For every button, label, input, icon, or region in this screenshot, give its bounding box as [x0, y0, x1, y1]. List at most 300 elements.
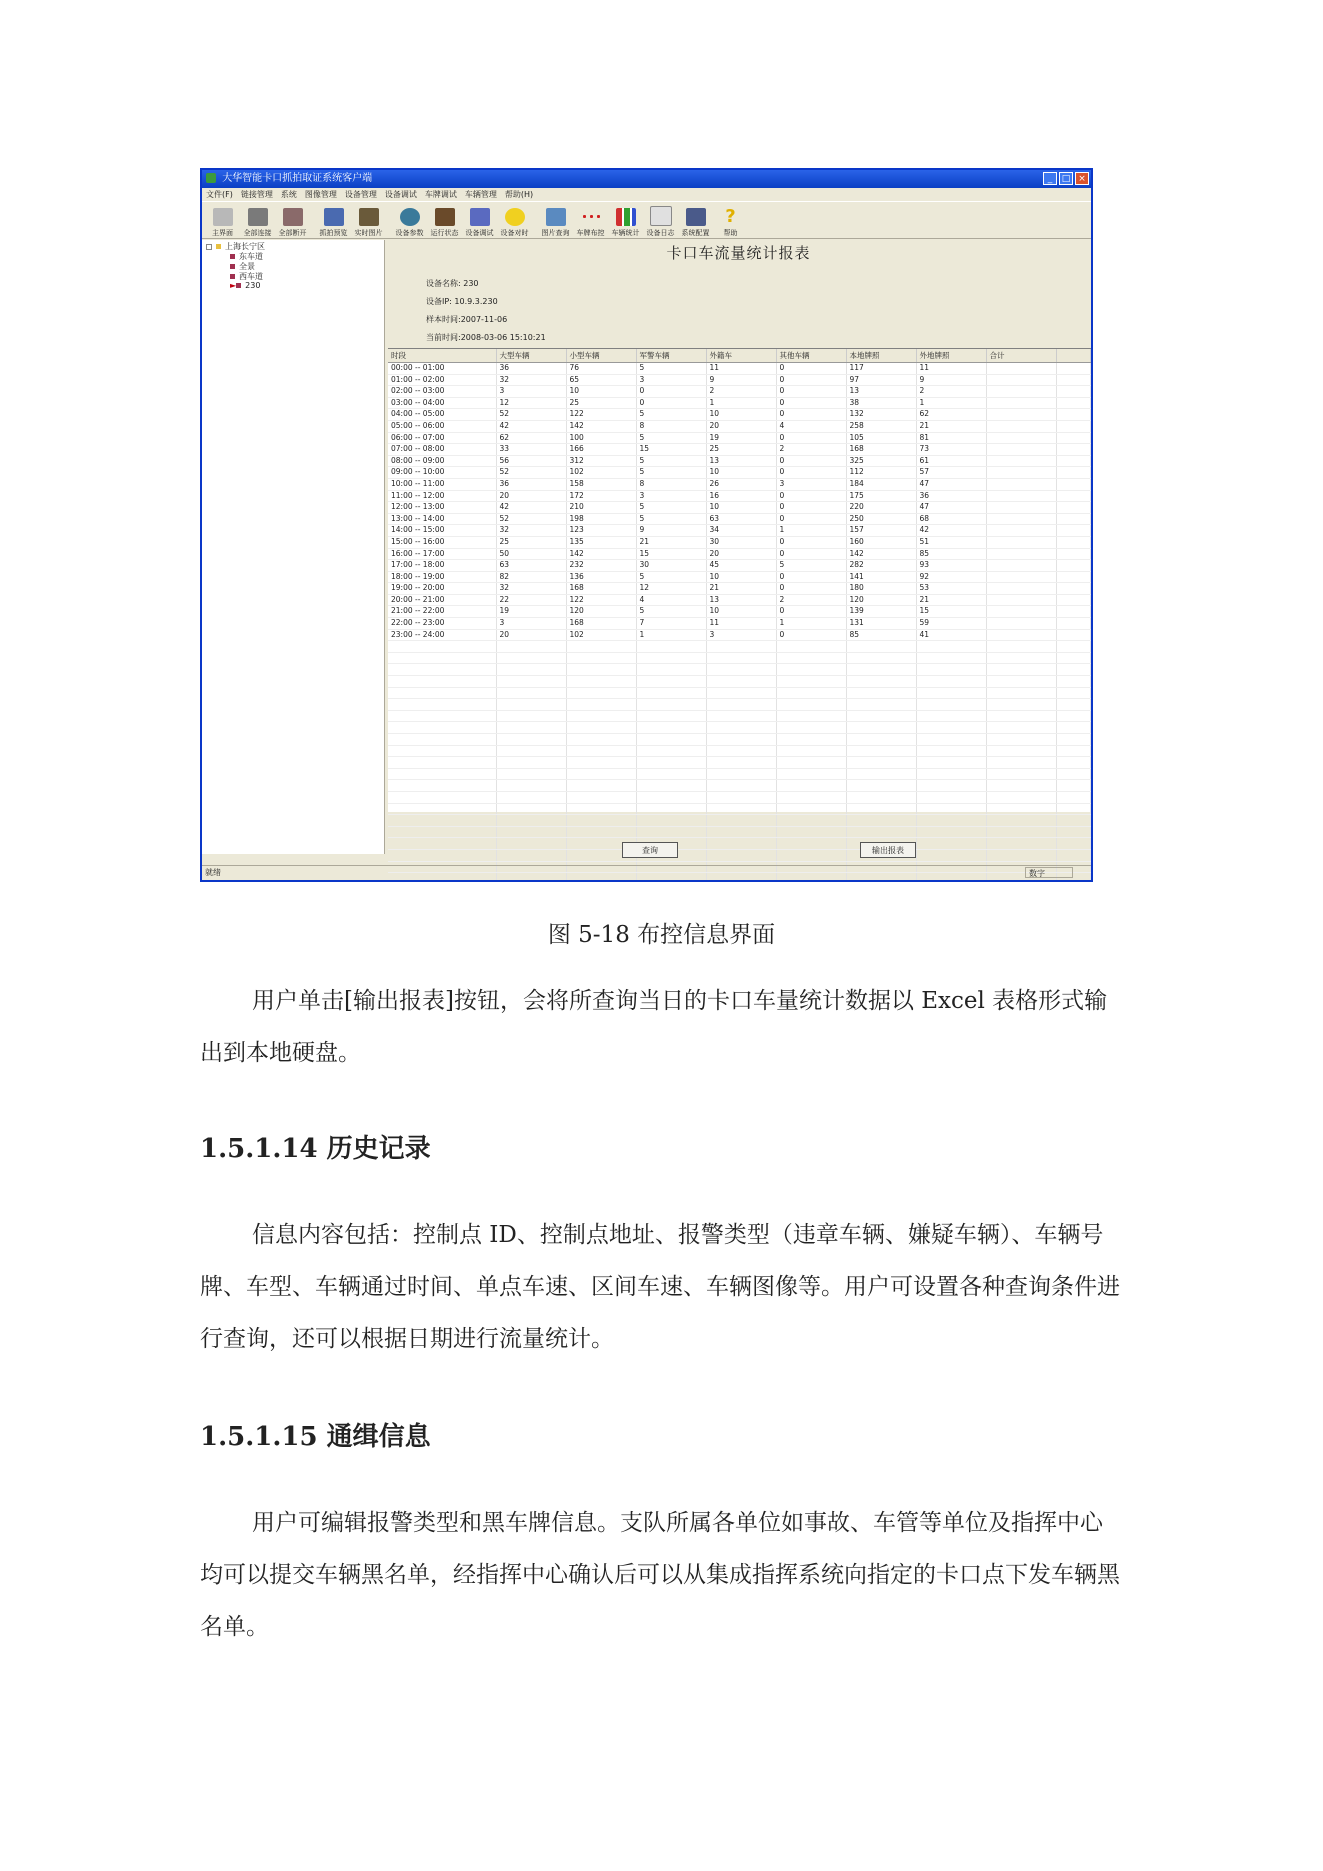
table-cell	[496, 710, 566, 722]
table-row[interactable]	[388, 641, 1091, 653]
table-cell	[388, 652, 496, 664]
table-cell	[776, 849, 846, 861]
table-row[interactable]	[388, 397, 1091, 409]
statistics-grid[interactable]	[388, 348, 1091, 812]
table-cell	[1056, 444, 1091, 456]
table-cell	[1056, 838, 1091, 850]
table-cell	[986, 838, 1056, 850]
paragraph-export: 用户单击[输出报表]按钮，会将所查询当日的卡口车量统计数据以 Excel 表格形式输出到本地硬盘。	[200, 988, 1108, 1066]
table-cell	[566, 710, 636, 722]
table-cell	[1056, 815, 1091, 827]
disconnect-icon	[283, 208, 303, 226]
grid-column-header[interactable]: 大型车辆	[496, 349, 566, 363]
table-cell: 36	[496, 363, 566, 375]
table-cell: 97	[846, 374, 916, 386]
table-cell: 168	[566, 583, 636, 595]
table-cell: 135	[566, 536, 636, 548]
table-cell: 9	[706, 374, 776, 386]
table-cell	[916, 745, 986, 757]
table-cell: 20	[496, 629, 566, 641]
table-cell	[846, 641, 916, 653]
menu-device-debug[interactable]: 设备调试	[384, 190, 417, 199]
table-row[interactable]	[388, 676, 1091, 688]
table-cell: 50	[496, 548, 566, 560]
tree-item-device[interactable]: ► 230	[230, 281, 261, 290]
table-cell	[636, 768, 706, 780]
table-cell: 168	[846, 444, 916, 456]
table-cell: 07:00 -- 08:00	[388, 444, 496, 456]
table-cell	[986, 583, 1056, 595]
table-cell	[986, 386, 1056, 398]
table-row[interactable]	[388, 606, 1091, 618]
table-row[interactable]	[388, 374, 1091, 386]
grid-column-header[interactable]: 外地牌照	[916, 349, 986, 363]
table-cell: 10	[706, 409, 776, 421]
computer-icon	[686, 208, 706, 226]
table-cell: 62	[496, 432, 566, 444]
table-cell	[776, 710, 846, 722]
table-row[interactable]	[388, 571, 1091, 583]
table-row[interactable]	[388, 791, 1091, 803]
table-cell	[846, 664, 916, 676]
grid-column-header[interactable]: 其他车辆	[776, 349, 846, 363]
grid-column-header[interactable]: 外籍车	[706, 349, 776, 363]
table-cell: 0	[776, 490, 846, 502]
table-cell	[706, 745, 776, 757]
app-logo-icon	[206, 173, 216, 183]
tree-item-panorama[interactable]: 全景	[230, 261, 255, 272]
table-cell: 21	[916, 594, 986, 606]
table-cell	[1056, 467, 1091, 479]
grid-column-header[interactable]: 本地牌照	[846, 349, 916, 363]
table-row[interactable]	[388, 432, 1091, 444]
table-cell	[1056, 478, 1091, 490]
table-cell	[496, 687, 566, 699]
table-row[interactable]	[388, 815, 1091, 827]
table-cell: 13:00 -- 14:00	[388, 513, 496, 525]
table-row[interactable]	[388, 363, 1091, 375]
table-cell: 04:00 -- 05:00	[388, 409, 496, 421]
table-cell: 0	[776, 502, 846, 514]
table-row[interactable]	[388, 583, 1091, 595]
table-cell	[1056, 525, 1091, 537]
table-row[interactable]	[388, 444, 1091, 456]
grid-column-header[interactable]: 小型车辆	[566, 349, 636, 363]
table-cell	[388, 838, 496, 850]
toolbar	[202, 201, 1091, 239]
table-cell	[986, 641, 1056, 653]
table-cell: 26	[706, 478, 776, 490]
table-cell: 0	[636, 397, 706, 409]
maximize-button[interactable]: □	[1059, 172, 1073, 185]
table-cell	[986, 571, 1056, 583]
grid-column-header[interactable]: 军警车辆	[636, 349, 706, 363]
table-cell: 131	[846, 618, 916, 630]
table-cell	[1056, 618, 1091, 630]
table-cell: 282	[846, 560, 916, 572]
table-cell: 15:00 -- 16:00	[388, 536, 496, 548]
table-row[interactable]	[388, 629, 1091, 641]
table-cell	[566, 664, 636, 676]
query-button[interactable]: 查询	[622, 842, 678, 858]
bar-chart-icon	[616, 208, 636, 226]
table-cell: 158	[566, 478, 636, 490]
table-cell: 47	[916, 478, 986, 490]
table-row[interactable]	[388, 467, 1091, 479]
table-cell: 1	[636, 629, 706, 641]
table-row[interactable]	[388, 710, 1091, 722]
table-row[interactable]	[388, 757, 1091, 769]
paragraph-wanted: 用户可编辑报警类型和黑车牌信息。支队所属各单位如事故、车管等单位及指挥中心均可以提交车辆黑名单，经指挥中心确认后可以从集成指挥系统向指定的卡口点下发车辆黑名单。	[200, 1510, 1120, 1640]
table-row[interactable]	[388, 745, 1091, 757]
table-cell: 22	[496, 594, 566, 606]
table-cell	[388, 734, 496, 746]
table-cell	[496, 815, 566, 827]
toolbar-device-time[interactable]: 设备对时	[498, 208, 531, 238]
table-row[interactable]	[388, 618, 1091, 630]
table-cell	[916, 699, 986, 711]
table-cell: 232	[566, 560, 636, 572]
menu-file[interactable]: 文件(F)	[206, 190, 233, 199]
table-cell	[986, 490, 1056, 502]
table-cell	[1056, 641, 1091, 653]
table-row[interactable]	[388, 687, 1091, 699]
table-cell	[1056, 768, 1091, 780]
table-cell	[986, 548, 1056, 560]
table-cell: 10	[706, 571, 776, 583]
table-cell: 0	[776, 397, 846, 409]
table-cell: 09:00 -- 10:00	[388, 467, 496, 479]
table-cell	[916, 710, 986, 722]
table-cell: 1	[916, 397, 986, 409]
table-cell	[1056, 420, 1091, 432]
section-heading-history: 1.5.1.14 历史记录	[200, 1134, 431, 1164]
table-cell	[496, 780, 566, 792]
table-cell	[706, 757, 776, 769]
table-cell	[986, 363, 1056, 375]
table-cell	[566, 641, 636, 653]
menu-device-manage[interactable]: 设备管理	[344, 190, 377, 199]
table-cell	[706, 699, 776, 711]
table-cell	[1056, 397, 1091, 409]
table-cell: 123	[566, 525, 636, 537]
section-heading-wanted: 1.5.1.15 通缉信息	[200, 1422, 431, 1452]
table-cell: 42	[496, 420, 566, 432]
table-cell	[636, 652, 706, 664]
table-cell	[1056, 687, 1091, 699]
table-cell	[1056, 409, 1091, 421]
dots-icon	[581, 208, 601, 226]
table-cell	[566, 745, 636, 757]
table-cell: 23:00 -- 24:00	[388, 629, 496, 641]
table-row[interactable]	[388, 409, 1091, 421]
table-row[interactable]	[388, 849, 1091, 861]
table-cell: 15	[636, 548, 706, 560]
table-cell	[986, 734, 1056, 746]
table-cell: 117	[846, 363, 916, 375]
table-cell	[388, 768, 496, 780]
menu-image-manage[interactable]: 图像管理	[304, 190, 337, 199]
table-row[interactable]	[388, 652, 1091, 664]
table-row[interactable]	[388, 490, 1091, 502]
table-cell: 220	[846, 502, 916, 514]
table-row[interactable]	[388, 525, 1091, 537]
grid-column-header[interactable]: 合计	[986, 349, 1056, 363]
table-cell: 30	[636, 560, 706, 572]
table-cell	[846, 710, 916, 722]
table-cell	[776, 641, 846, 653]
table-cell	[566, 699, 636, 711]
table-cell	[388, 849, 496, 861]
table-row[interactable]	[388, 536, 1091, 548]
table-row[interactable]	[388, 548, 1091, 560]
table-cell	[916, 641, 986, 653]
table-row[interactable]	[388, 803, 1091, 815]
table-cell: 15	[916, 606, 986, 618]
table-cell	[776, 826, 846, 838]
clock-icon	[505, 208, 525, 226]
lane-icon	[230, 264, 235, 269]
table-cell: 0	[776, 432, 846, 444]
table-cell: 4	[636, 594, 706, 606]
table-cell	[776, 815, 846, 827]
table-cell	[1056, 722, 1091, 734]
table-cell	[636, 745, 706, 757]
table-row[interactable]	[388, 386, 1091, 398]
table-cell	[986, 455, 1056, 467]
menu-bar	[202, 188, 1091, 201]
grid-column-header[interactable]: 时段	[388, 349, 496, 363]
table-cell	[388, 710, 496, 722]
table-cell	[986, 478, 1056, 490]
table-cell: 16	[706, 490, 776, 502]
table-row[interactable]	[388, 560, 1091, 572]
table-row[interactable]	[388, 838, 1091, 850]
table-cell: 0	[776, 363, 846, 375]
minimize-button[interactable]: _	[1043, 172, 1057, 185]
table-cell: 120	[566, 606, 636, 618]
table-cell: 8	[636, 478, 706, 490]
table-cell	[846, 745, 916, 757]
table-cell: 5	[636, 571, 706, 583]
table-cell: 210	[566, 502, 636, 514]
toolbar-run-status[interactable]: 运行状态	[428, 208, 461, 238]
connect-icon	[248, 208, 268, 226]
table-row[interactable]	[388, 478, 1091, 490]
table-cell: 0	[636, 386, 706, 398]
table-cell	[1056, 676, 1091, 688]
toolbar-plate-control[interactable]: 车牌布控	[574, 208, 607, 238]
table-cell	[636, 722, 706, 734]
table-row[interactable]	[388, 664, 1091, 676]
table-cell	[496, 641, 566, 653]
table-cell	[986, 606, 1056, 618]
toolbar-main[interactable]: 主界面	[206, 208, 239, 238]
table-cell	[496, 664, 566, 676]
table-row[interactable]	[388, 420, 1091, 432]
table-row[interactable]	[388, 734, 1091, 746]
table-cell: 258	[846, 420, 916, 432]
table-cell	[706, 687, 776, 699]
table-cell: 172	[566, 490, 636, 502]
table-cell	[986, 745, 1056, 757]
table-cell: 20	[496, 490, 566, 502]
table-cell	[916, 676, 986, 688]
table-cell: 16:00 -- 17:00	[388, 548, 496, 560]
lane-icon	[230, 274, 235, 279]
table-cell: 120	[846, 594, 916, 606]
table-cell	[986, 397, 1056, 409]
toolbar-image-query[interactable]: 图片查询	[539, 208, 572, 238]
table-cell	[706, 826, 776, 838]
table-cell	[388, 687, 496, 699]
export-report-button[interactable]: 输出报表	[860, 842, 916, 858]
table-cell: 30	[706, 536, 776, 548]
menu-plate-debug[interactable]: 车牌调试	[424, 190, 457, 199]
tree-item-east-lane[interactable]: 东车道	[230, 251, 263, 262]
table-cell: 0	[776, 409, 846, 421]
menu-help[interactable]: 帮助(H)	[504, 190, 534, 199]
table-cell	[846, 687, 916, 699]
table-cell	[846, 757, 916, 769]
table-cell: 7	[636, 618, 706, 630]
table-cell	[566, 780, 636, 792]
menu-system[interactable]: 系统	[280, 190, 297, 199]
table-cell	[706, 664, 776, 676]
status-text: 就绪	[205, 868, 221, 877]
table-cell	[986, 664, 1056, 676]
table-cell	[388, 803, 496, 815]
toolbar-disconnect-all[interactable]: 全部断开	[276, 208, 309, 238]
table-cell	[1056, 386, 1091, 398]
table-cell	[706, 803, 776, 815]
table-cell	[706, 780, 776, 792]
table-cell	[1056, 548, 1091, 560]
toolbar-vehicle-stats[interactable]: 车辆统计	[609, 208, 642, 238]
table-cell	[706, 722, 776, 734]
table-cell	[986, 432, 1056, 444]
table-cell: 34	[706, 525, 776, 537]
table-cell	[986, 560, 1056, 572]
table-cell	[636, 803, 706, 815]
table-cell: 15	[636, 444, 706, 456]
table-cell	[388, 826, 496, 838]
table-cell: 02:00 -- 03:00	[388, 386, 496, 398]
table-cell: 9	[636, 525, 706, 537]
table-cell: 0	[776, 455, 846, 467]
table-row[interactable]	[388, 455, 1091, 467]
table-row[interactable]	[388, 502, 1091, 514]
table-cell: 10	[706, 606, 776, 618]
menu-vehicle-manage[interactable]: 车辆管理	[464, 190, 497, 199]
toolbar-capture-preview[interactable]: 抓拍预览	[317, 208, 350, 238]
figure-caption: 图 5-18 布控信息界面	[547, 922, 776, 948]
table-cell: 92	[916, 571, 986, 583]
table-cell	[776, 780, 846, 792]
table-cell: 166	[566, 444, 636, 456]
menu-link-manage[interactable]: 链接管理	[240, 190, 273, 199]
table-cell	[496, 849, 566, 861]
table-cell: 57	[916, 467, 986, 479]
table-cell: 63	[496, 560, 566, 572]
table-cell	[846, 780, 916, 792]
table-cell: 12:00 -- 13:00	[388, 502, 496, 514]
table-cell	[986, 409, 1056, 421]
table-cell	[496, 722, 566, 734]
table-cell	[566, 826, 636, 838]
table-cell: 21	[706, 583, 776, 595]
toolbar-system-config[interactable]: 系统配置	[679, 208, 712, 238]
table-row[interactable]	[388, 768, 1091, 780]
table-cell	[1056, 560, 1091, 572]
toolbar-help[interactable]: ? 帮助	[714, 208, 747, 238]
table-row[interactable]	[388, 513, 1091, 525]
table-cell: 5	[636, 432, 706, 444]
table-cell	[388, 722, 496, 734]
table-cell: 112	[846, 467, 916, 479]
table-cell: 5	[636, 502, 706, 514]
table-cell	[636, 826, 706, 838]
table-cell	[706, 815, 776, 827]
table-row[interactable]	[388, 699, 1091, 711]
table-cell	[1056, 594, 1091, 606]
table-cell: 0	[776, 374, 846, 386]
table-cell	[496, 768, 566, 780]
toolbar-device-params[interactable]: 设备参数	[393, 208, 426, 238]
table-cell: 12	[636, 583, 706, 595]
table-row[interactable]	[388, 780, 1091, 792]
table-cell	[1056, 374, 1091, 386]
close-button[interactable]: ×	[1075, 172, 1089, 185]
table-row[interactable]	[388, 594, 1091, 606]
device-name: 设备名称: 230	[426, 279, 479, 288]
table-cell	[566, 803, 636, 815]
table-cell	[566, 676, 636, 688]
camera-icon	[359, 208, 379, 226]
tree-item-west-lane[interactable]: 西车道	[230, 271, 263, 282]
tree-root[interactable]: 上海长宁区	[206, 241, 265, 252]
table-cell	[636, 710, 706, 722]
toolbar-device-debug[interactable]: 设备调试	[463, 208, 496, 238]
app-screenshot	[200, 168, 1093, 882]
table-cell: 19	[496, 606, 566, 618]
table-cell	[1056, 432, 1091, 444]
table-cell: 52	[496, 409, 566, 421]
table-cell: 3	[636, 374, 706, 386]
grid-column-header-empty	[1056, 349, 1091, 363]
table-row[interactable]	[388, 722, 1091, 734]
table-cell: 25	[566, 397, 636, 409]
table-cell	[1056, 803, 1091, 815]
table-row[interactable]	[388, 826, 1091, 838]
toolbar-realtime-image[interactable]: 实时图片	[352, 208, 385, 238]
table-cell	[986, 536, 1056, 548]
table-cell: 59	[916, 618, 986, 630]
toolbar-device-log[interactable]: 设备日志	[644, 206, 677, 238]
toolbar-connect-all[interactable]: 全部连接	[241, 208, 274, 238]
table-cell: 19:00 -- 20:00	[388, 583, 496, 595]
table-cell	[846, 826, 916, 838]
table-cell	[986, 803, 1056, 815]
table-cell: 85	[916, 548, 986, 560]
table-cell	[986, 420, 1056, 432]
table-cell	[1056, 745, 1091, 757]
table-cell	[776, 791, 846, 803]
table-cell: 142	[566, 420, 636, 432]
table-cell: 102	[566, 629, 636, 641]
table-cell	[566, 791, 636, 803]
table-cell	[986, 594, 1056, 606]
